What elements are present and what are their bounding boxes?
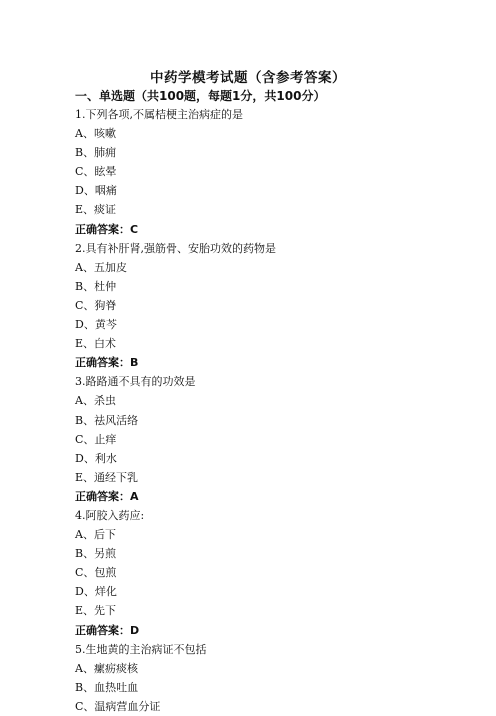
question-text: 5.生地黄的主治病证不包括 (75, 642, 207, 656)
answer-option: D、黄芩 (75, 318, 117, 332)
correct-answer-value: A (130, 489, 139, 503)
answer-option: B、祛风活络 (75, 413, 139, 427)
answer-option: C、包煎 (75, 566, 117, 580)
answer-option: C、眩晕 (75, 165, 117, 179)
correct-answer (75, 353, 435, 372)
answer-option: E、通经下乳 (75, 470, 139, 484)
document-title: 中药学模考试题（含参考答案） (150, 70, 346, 86)
answer-option: B、杜仲 (75, 279, 117, 293)
question-text: 3.路路通不具有的功效是 (75, 375, 196, 389)
answer-option: C、狗脊 (75, 298, 117, 312)
correct-answer (75, 220, 435, 239)
answer-option: A、杀虫 (75, 394, 116, 408)
answer-option: B、血热吐血 (75, 680, 139, 694)
answer-option: E、痰证 (75, 203, 117, 217)
correct-answer-label: 正确答案： (75, 222, 130, 236)
correct-answer-label: 正确答案： (75, 623, 130, 637)
correct-answer-value: D (130, 623, 140, 637)
answer-option: A、咳嗽 (75, 127, 116, 141)
answer-option: D、咽痛 (75, 184, 117, 198)
section-heading: 一、单选题（共100题，每题1分，共100分） (75, 89, 326, 103)
question-list (75, 105, 435, 716)
answer-option: E、先下 (75, 604, 117, 618)
answer-option: A、后下 (75, 528, 116, 542)
question-text: 1.下列各项,不属桔梗主治病症的是 (75, 108, 243, 121)
answer-option: C、温病营血分证 (75, 699, 161, 713)
correct-answer-label: 正确答案： (75, 356, 130, 370)
question-text: 4.阿胶入药应: (75, 508, 145, 522)
answer-option: C、止痒 (75, 432, 117, 446)
correct-answer-label: 正确答案： (75, 489, 130, 503)
answer-option: A、五加皮 (75, 260, 127, 274)
answer-option: B、另煎 (75, 547, 117, 561)
answer-option: D、烊化 (75, 585, 117, 599)
correct-answer (75, 621, 435, 640)
answer-option: B、肺痈 (75, 146, 117, 160)
answer-option: A、瘰疬痰核 (75, 661, 138, 675)
answer-option: D、利水 (75, 451, 117, 465)
correct-answer-value: B (130, 356, 139, 370)
correct-answer-value: C (130, 222, 139, 236)
answer-option: E、白术 (75, 337, 117, 351)
correct-answer (75, 487, 435, 506)
question-text: 2.具有补肝肾,强筋骨、安胎功效的药物是 (75, 241, 276, 255)
